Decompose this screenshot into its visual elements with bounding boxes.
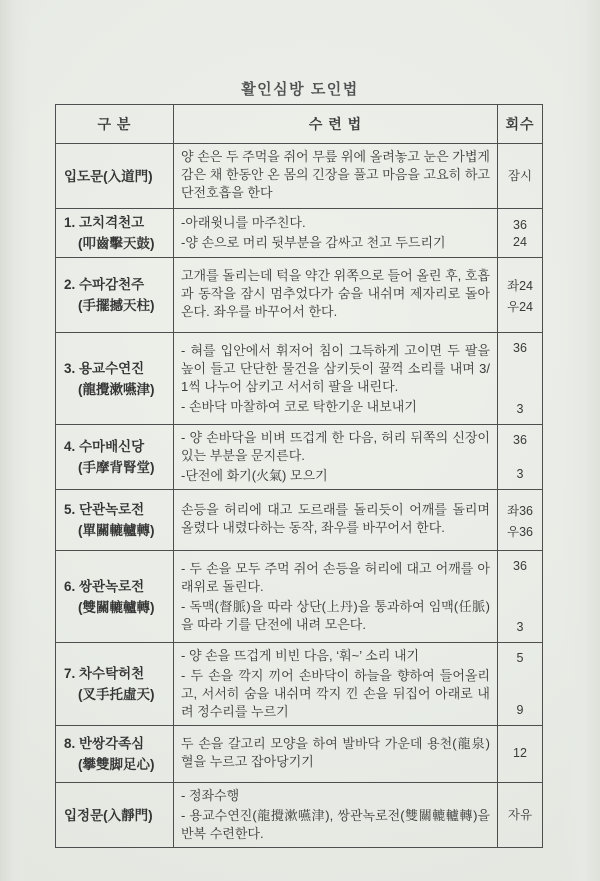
count-values: 자유 <box>507 807 533 822</box>
count-values: 36 24 <box>513 217 527 249</box>
category-name: 4. 수마배신당 <box>64 439 145 454</box>
category-name: 6. 쌍관녹로전 <box>64 578 145 594</box>
doinbeop-table <box>55 104 543 848</box>
category-hanja: (單關轆轤轉) <box>78 523 155 538</box>
table-row <box>56 551 543 643</box>
category-name: 5. 단관녹로전 <box>64 502 145 517</box>
table-row <box>56 209 543 258</box>
method-text: - 양 손을 뜨겁게 비빈 다음, ‘훠~’ 소리 내기 <box>181 648 420 663</box>
count-values: 잠시 <box>507 168 533 183</box>
category-hanja: (手摩背腎堂) <box>78 460 155 475</box>
method-text: 양 손은 두 주먹을 쥐어 무릎 위에 올려놓고 눈은 가볍게 감은 채 한동안 온 몸의 긴장을 풀고 마음을 고요히 하고 단전호흡을 한다 <box>181 149 490 200</box>
header-method: 수 련 법 <box>174 105 498 144</box>
category-name: 입도문(入道門) <box>64 168 153 184</box>
table-row <box>56 258 543 333</box>
count-values: 좌36 우36 <box>507 503 533 539</box>
category-name: 7. 차수탁허천 <box>64 666 145 681</box>
count-values: 36 3 <box>513 433 527 481</box>
method-text: - 두 손을 깍지 끼어 손바닥이 하늘을 향하여 들어올리고, 서서히 숨을 내쉬며 깍지 낀 손을 뒤집어 아래로 내려 정수리를 누르기 <box>181 668 490 719</box>
table-row <box>56 425 543 490</box>
method-text: -단전에 화기(火氣) 모으기 <box>181 468 328 483</box>
header-count: 회수 <box>498 105 543 144</box>
table-row <box>56 144 543 209</box>
category-name: 3. 용교수연진 <box>64 360 145 376</box>
method-text: - 손바닥 마찰하여 코로 탁한기운 내보내기 <box>181 398 417 414</box>
category-hanja: (雙關轆轤轉) <box>78 599 155 615</box>
method-text: - 두 손을 모두 주먹 쥐어 손등을 허리에 대고 어깨를 아래위로 돌린다. <box>181 560 490 594</box>
method-text: - 양 손바닥을 비벼 뜨겁게 한 다음, 허리 뒤쪽의 신장이 있는 부분을 문지른다. <box>181 430 490 463</box>
category-hanja: (叩齒擊天鼓) <box>78 236 155 251</box>
method-text: 고개를 돌리는데 턱을 약간 위쪽으로 들어 올린 후, 호흡과 동작을 잠시 멈추었다가 숨을 내쉬며 제자리로 돌아온다. 좌우를 바꾸어서 한다. <box>181 268 490 319</box>
category-name: 2. 수파감천주 <box>64 277 145 292</box>
count-values: 36 3 <box>513 341 527 416</box>
method-text: - 독맥(督脈)을 따라 상단(上丹)을 통과하여 임맥(任脈)을 따라 기를 단전에 내려 모은다. <box>181 598 490 632</box>
category-hanja: (龍攪漱嚥津) <box>78 381 155 397</box>
count-values: 좌24 우24 <box>507 278 533 314</box>
method-text: - 용교수연진(龍攪漱嚥津), 쌍관녹로전(雙關轆轤轉)을 반복 수련한다. <box>181 808 490 841</box>
category-name: 입정문(入靜門) <box>64 807 153 823</box>
table-row <box>56 333 543 425</box>
table-row <box>56 490 543 551</box>
category-hanja: (手擺撼天柱) <box>78 298 155 313</box>
method-text: -양 손으로 머리 뒷부분을 감싸고 천고 두드리기 <box>181 235 446 250</box>
table-row <box>56 726 543 783</box>
count-values: 5 9 <box>516 651 524 717</box>
header-category: 구 분 <box>56 105 174 144</box>
count-values: 12 <box>513 745 527 760</box>
method-text: - 혀를 입안에서 휘저어 침이 그득하게 고이면 두 팔을 높이 들고 단단한 물건을 삼키듯이 꿀꺽 소리를 내며 3/1씩 나누어 삼키고 서서히 팔을 내린다. <box>181 342 490 394</box>
method-text: 두 손을 갈고리 모양을 하여 발바닥 가운데 용천(龍泉) 혈을 누르고 잡아당기기 <box>181 736 490 769</box>
count-values: 36 3 <box>513 559 527 634</box>
method-text: -아래윗니를 마주친다. <box>181 215 306 230</box>
category-hanja: (攀雙脚足心) <box>78 757 155 772</box>
page-title: 활인심방 도인법 <box>241 81 359 98</box>
method-text: 손등을 허리에 대고 도르래를 돌리듯이 어깨를 돌리며 올렸다 내렸다하는 동작, 좌우를 바꾸어서 한다. <box>181 502 490 535</box>
table-row <box>56 783 543 848</box>
table-header-row <box>56 105 543 144</box>
table-row <box>56 643 543 726</box>
category-name: 8. 반쌍각족심 <box>64 736 145 751</box>
category-hanja: (叉手托虛天) <box>78 687 155 702</box>
category-name: 1. 고치격천고 <box>64 215 145 230</box>
method-text: - 정좌수행 <box>181 788 240 803</box>
